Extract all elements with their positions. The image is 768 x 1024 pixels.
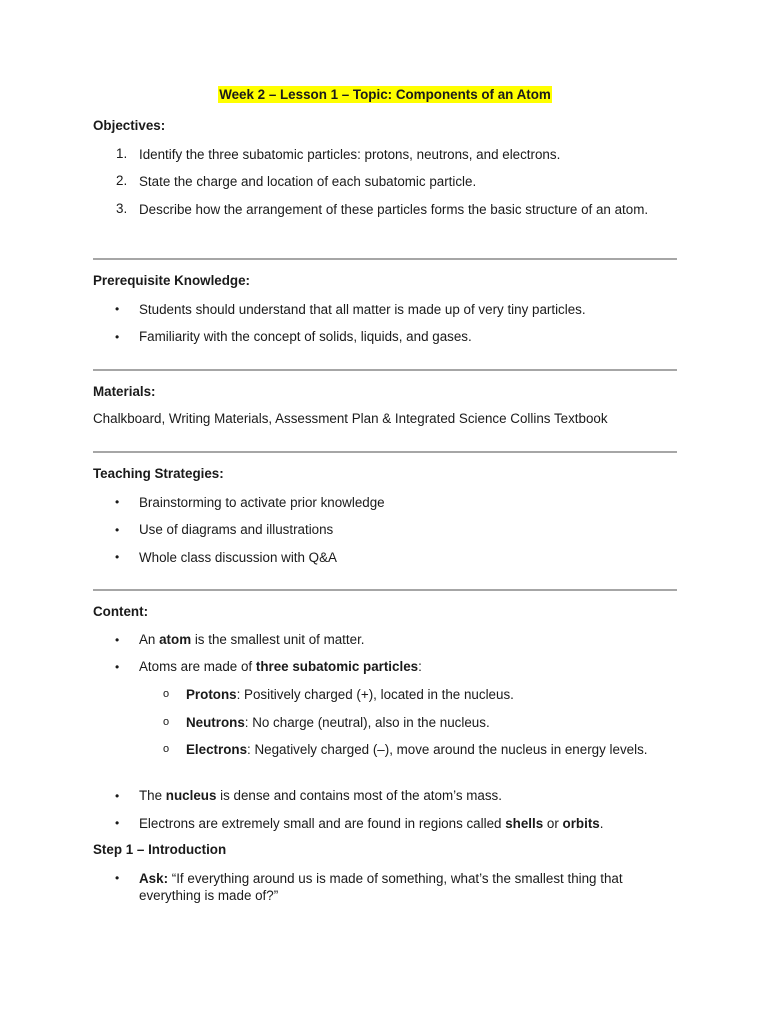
bullet-icon: • bbox=[115, 523, 120, 537]
bullet-icon: • bbox=[115, 550, 120, 564]
section-divider bbox=[93, 589, 677, 591]
section-divider bbox=[93, 258, 677, 260]
bullet-icon: • bbox=[115, 816, 120, 830]
objective-item: State the charge and location of each subatomic particle. bbox=[139, 174, 477, 189]
prerequisite-heading: Prerequisite Knowledge: bbox=[93, 273, 250, 288]
content-item-atom: An atom is the smallest unit of matter. bbox=[139, 632, 365, 647]
strategy-item: Whole class discussion with Q&A bbox=[139, 550, 337, 565]
sub-bullet-icon: o bbox=[163, 716, 170, 728]
prerequisite-item: Familiarity with the concept of solids, liquids, and gases. bbox=[139, 329, 472, 344]
content-subitem-electrons: Electrons: Negatively charged (–), move around the nucleus in energy levels. bbox=[186, 742, 648, 757]
content-subitem-protons: Protons: Positively charged (+), located in the nucleus. bbox=[186, 687, 514, 702]
objective-item: Identify the three subatomic particles: protons, neutrons, and electrons. bbox=[139, 147, 561, 162]
materials-heading: Materials: bbox=[93, 384, 156, 399]
content-item-nucleus: The nucleus is dense and contains most of the atom’s mass. bbox=[139, 788, 502, 803]
lesson-title: Week 2 – Lesson 1 – Topic: Components of an Atom bbox=[219, 87, 551, 102]
content-item-particles: Atoms are made of three subatomic particles: bbox=[139, 659, 422, 674]
title-row bbox=[93, 87, 677, 102]
objective-number: 1. bbox=[116, 146, 128, 161]
strategy-item: Brainstorming to activate prior knowledge bbox=[139, 495, 385, 510]
objective-number: 2. bbox=[116, 173, 128, 188]
objective-number: 3. bbox=[116, 201, 128, 216]
strategies-heading: Teaching Strategies: bbox=[93, 466, 224, 481]
bullet-icon: • bbox=[115, 660, 120, 674]
section-divider bbox=[93, 451, 677, 453]
bullet-icon: • bbox=[115, 633, 120, 647]
step1-ask-item: Ask: “If everything around us is made of something, what’s the smallest thing that everything is made of?” bbox=[139, 871, 623, 903]
content-subitem-neutrons: Neutrons: No charge (neutral), also in the nucleus. bbox=[186, 715, 490, 730]
bullet-icon: • bbox=[115, 495, 120, 509]
bullet-icon: • bbox=[115, 789, 120, 803]
sub-bullet-icon: o bbox=[163, 743, 170, 755]
strategy-item: Use of diagrams and illustrations bbox=[139, 522, 334, 537]
materials-text: Chalkboard, Writing Materials, Assessment Plan & Integrated Science Collins Textbook bbox=[93, 411, 608, 426]
bullet-icon: • bbox=[115, 871, 120, 885]
bullet-icon: • bbox=[115, 330, 120, 344]
objective-item: Describe how the arrangement of these particles forms the basic structure of an atom. bbox=[139, 202, 649, 217]
content-item-electrons: Electrons are extremely small and are found in regions called shells or orbits. bbox=[139, 816, 604, 831]
content-heading: Content: bbox=[93, 604, 149, 619]
sub-bullet-icon: o bbox=[163, 688, 170, 700]
step1-heading: Step 1 – Introduction bbox=[93, 842, 227, 857]
objectives-heading: Objectives: bbox=[93, 118, 166, 133]
section-divider bbox=[93, 369, 677, 371]
bullet-icon: • bbox=[115, 302, 120, 316]
prerequisite-item: Students should understand that all matter is made up of very tiny particles. bbox=[139, 302, 586, 317]
